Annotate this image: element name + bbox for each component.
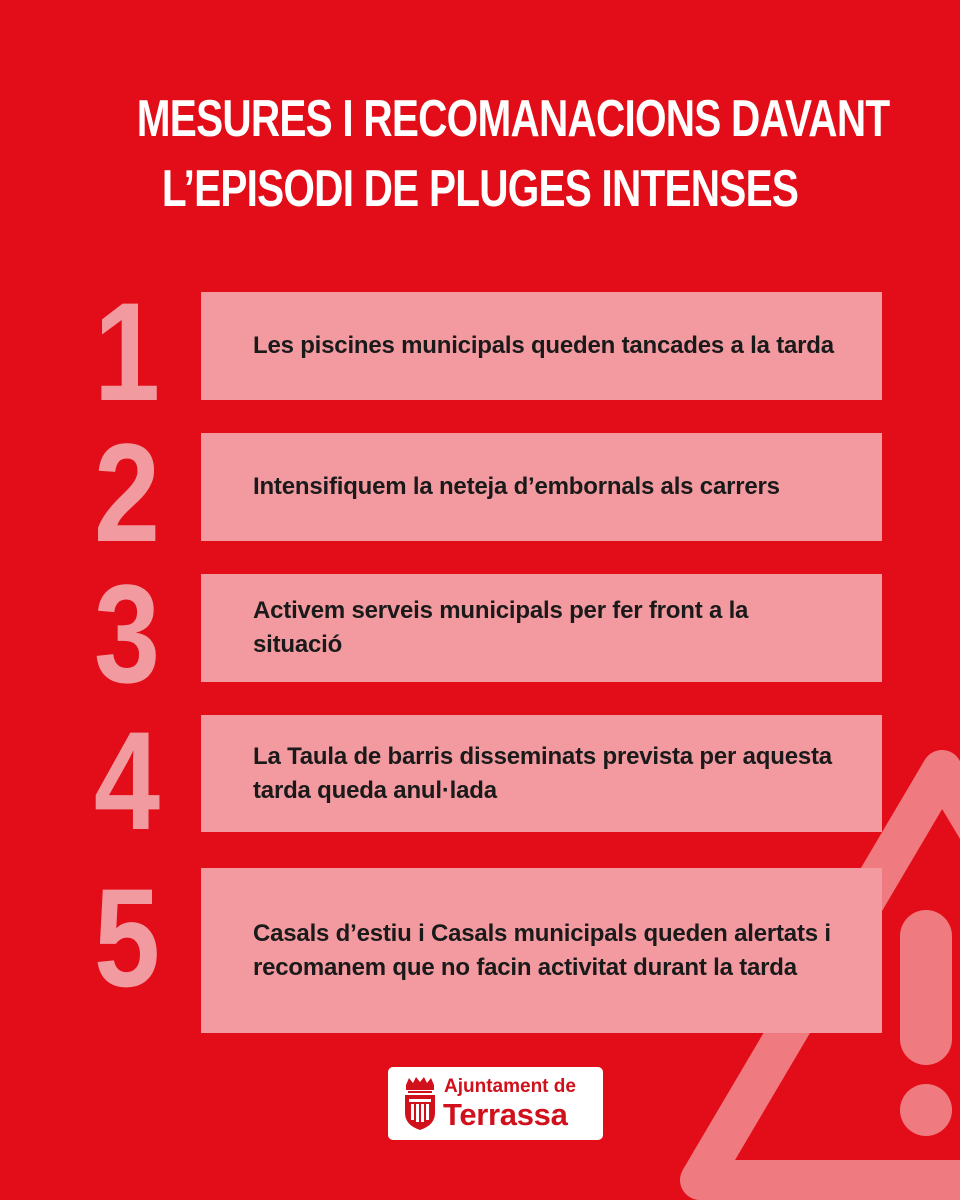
title-line-2: L’EPISODI DE PLUGES INTENSES xyxy=(161,160,799,218)
logo-text-line-2: Terrassa xyxy=(443,1097,568,1132)
measure-item-5 xyxy=(0,859,960,1033)
item-number: 5 xyxy=(93,859,161,1016)
ajuntament-logo xyxy=(388,1067,603,1140)
item-number: 1 xyxy=(93,273,161,430)
item-text: Les piscines municipals queden tancades a la tarda xyxy=(253,332,834,359)
measure-item-2 xyxy=(0,414,960,571)
item-box xyxy=(201,433,882,541)
item-text: Casals d’estiu i Casals municipals queden alertats i recomanem que no facin activitat durant la tarda xyxy=(253,919,831,981)
item-box xyxy=(201,574,882,682)
item-text: La Taula de barris disseminats prevista per aquesta tarda queda anul·lada xyxy=(253,742,832,804)
logo-text-line-1: Ajuntament de xyxy=(444,1076,576,1097)
item-text: Intensifiquem la neteja d’embornals als carrers xyxy=(253,473,780,500)
item-number: 4 xyxy=(93,702,161,859)
measure-item-1 xyxy=(0,273,960,430)
measure-item-4 xyxy=(0,702,960,859)
item-box xyxy=(201,868,882,1033)
item-number: 3 xyxy=(93,555,161,712)
item-box xyxy=(201,292,882,400)
item-box xyxy=(201,715,882,832)
crest-icon xyxy=(400,1077,440,1131)
title-line-1: MESURES I RECOMANACIONS DAVANT xyxy=(136,90,890,148)
page-title xyxy=(136,84,890,224)
item-text: Activem serveis municipals per fer front a la situació xyxy=(253,597,749,658)
measure-item-3 xyxy=(0,555,960,712)
item-number: 2 xyxy=(93,414,161,571)
